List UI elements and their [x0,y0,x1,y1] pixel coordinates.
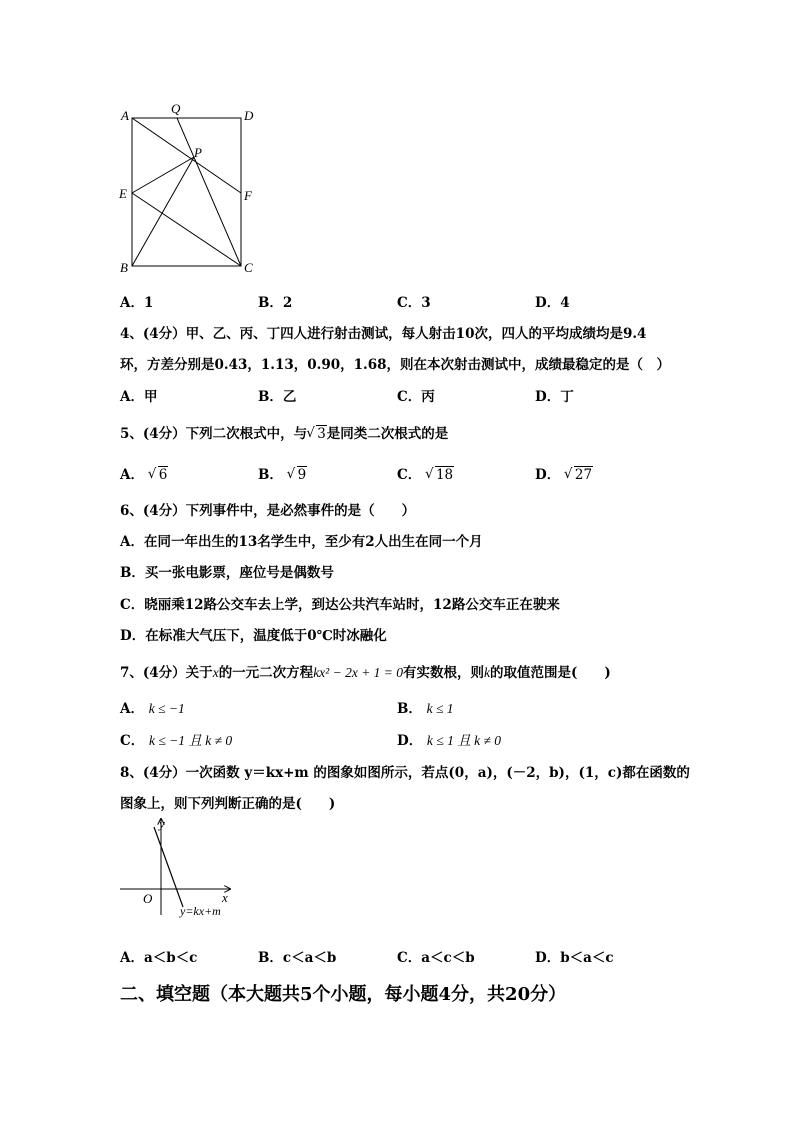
q8-option-b: B．c＜a＜b [258,950,337,966]
q4-option-a: A．甲 [120,389,158,405]
q7-var-x: x [212,665,219,680]
q7-option-b-math: k ≤ 1 [426,701,454,716]
q5-stem [120,422,448,442]
q6-stem: 6、(4分）下列事件中，是必然事件的是（ ） [120,503,416,519]
q6-option-a: A．在同一年出生的13名学生中，至少有2人出生在同一个月 [120,534,483,550]
q5-option-a [120,463,168,483]
q6-option-d: D．在标准大气压下，温度低于0℃时冰融化 [120,628,387,644]
q5-option-a-label: A． [120,467,144,483]
q4-option-c: C．丙 [397,389,435,405]
q4-stem-line2: 环，方差分别是0.43，1.13，0.90，1.68，则在本次射击测试中，成绩最稳定的是（ ） [120,357,671,373]
q5-option-c [397,463,454,483]
q5-option-d-radical [565,467,593,483]
label-Q: Q [171,101,181,116]
y-axis-label: y [159,816,165,831]
line-label: y=kx+m [180,904,221,918]
q7-stem-p2: 的一元二次方程 [218,665,314,681]
q7-var-k: k [484,665,491,680]
q5-stem-radical [307,426,327,442]
q5-option-b-label: B． [258,467,283,483]
q6-option-b: B．买一张电影票，座位号是偶数号 [120,565,334,581]
q7-option-c-math: k ≤ −1 且 k ≠ 0 [148,733,233,748]
q8-stem-line1: 8、(4分）一次函数 y＝kx+m 的图象如图所示，若点(0，a)，(－2，b)，(1，c)都在函数的 [120,765,690,781]
q7-option-a [120,697,185,717]
label-E: E [119,186,127,201]
q3-option-c: C．3 [397,295,431,311]
q5-option-a-radicand: 6 [158,467,168,483]
label-D: D [244,108,254,123]
q5-option-d-radicand: 27 [574,467,593,483]
q5-stem-suffix: 是同类二次根式的是 [326,426,449,442]
q5-option-a-radical [149,467,169,483]
q5-option-c-label: C． [397,467,422,483]
q7-stem-p4: 的取值范围是( ) [490,665,611,681]
label-P: P [194,145,202,160]
q7-option-b [397,697,454,717]
q5-stem-radicand: 3 [317,426,326,442]
section-2-title: 二、填空题（本大题共5个小题，每小题4分，共20分） [120,984,567,1005]
origin-label: O [143,891,153,906]
q5-option-d [535,463,593,483]
q8-option-a: A．a＜b＜c [120,950,198,966]
q7-option-c [120,729,232,749]
q4-option-b: B．乙 [258,389,297,405]
q5-option-c-radical [426,467,454,483]
q7-stem-p3: 有实数根，则 [403,665,485,681]
q7-option-d-math: k ≤ 1 且 k ≠ 0 [426,733,501,748]
function-line [154,827,183,907]
q7-option-a-math: k ≤ −1 [148,701,185,716]
q7-option-d [397,729,501,749]
q4-stem-line1: 4、(4分）甲、乙、丙、丁四人进行射击测试，每人射击10次，四人的平均成绩均是9.4 [120,326,647,342]
q7-stem-p1: 7、(4分）关于 [120,665,213,681]
q5-option-b [258,463,307,483]
label-B: B [120,260,128,275]
q6-option-c: C．晓丽乘12路公交车去上学，到达公共汽车站时，12路公交车正在驶来 [120,597,560,613]
q7-option-c-label: C． [120,733,145,749]
q7-stem [120,661,611,681]
q3-option-d: D．4 [535,295,570,311]
q7-option-a-label: A． [120,701,144,717]
label-A: A [121,108,129,123]
q4-option-d: D．丁 [535,389,574,405]
q5-option-d-label: D． [535,467,561,483]
q7-equation: kx² − 2x + 1 = 0 [313,665,404,680]
label-F: F [244,188,252,203]
label-C: C [244,260,253,275]
q5-option-b-radicand: 9 [297,467,307,483]
q7-option-b-label: B． [397,701,422,717]
q5-stem-prefix: 5、(4分）下列二次根式中，与 [120,426,308,442]
q8-stem-line2: 图象上，则下列判断正确的是( ) [120,796,336,812]
q8-option-c: C．a＜c＜b [397,950,475,966]
linear-function-graph [112,815,242,925]
q3-option-a: A．1 [120,295,154,311]
x-axis-label: x [222,890,228,905]
q5-option-c-radicand: 18 [435,467,454,483]
q7-option-d-label: D． [397,733,423,749]
q5-option-b-radical [288,467,308,483]
q3-option-b: B．2 [258,295,293,311]
q8-option-d: D．b＜a＜c [535,950,614,966]
geometry-figure [110,100,270,280]
